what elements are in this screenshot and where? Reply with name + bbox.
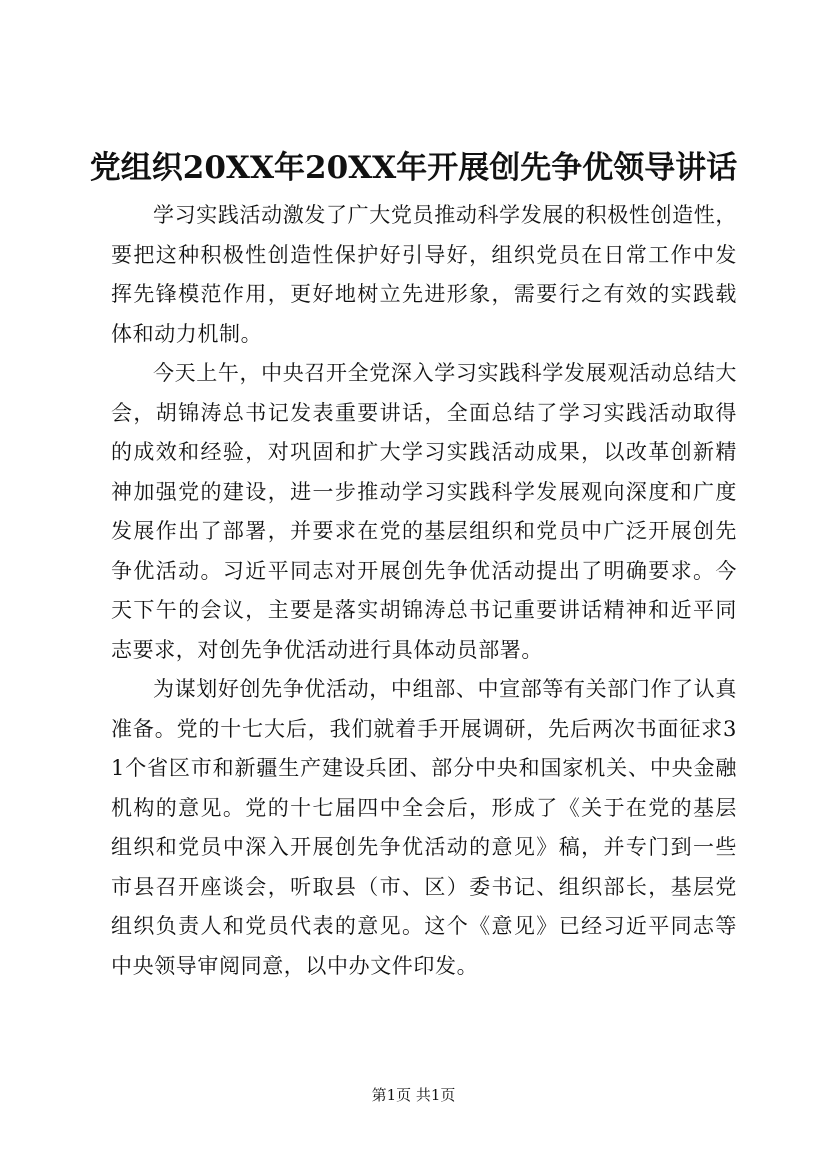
paragraph-1: 学习实践活动激发了广大党员推动科学发展的积极性创造性，要把这种积极性创造性保护好引导好，组织党员在日常工作中发挥先锋模范作用，更好地树立先进形象，需要行之有效的实践载体和动力机制。 (111, 203, 737, 346)
page-number-footer: 第1页 共1页 (371, 1086, 456, 1104)
document-body (111, 196, 737, 986)
document-title: 党组织20XX年20XX年开展创先争优领导讲话 (89, 150, 738, 186)
paragraph-3: 为谋划好创先争优活动，中组部、中宣部等有关部门作了认真准备。党的十七大后，我们就着手开展调研，先后两次书面征求31个省区市和新疆生产建设兵团、部分中央和国家机关、中央金融机构的意见。党的十七届四中全会后，形成了《关于在党的基层组织和党员中深入开展创先争优活动的意见》稿，并专门到一些市县召开座谈会，听取县（市、区）委书记、组织部长，基层党组织负责人和党员代表的意见。这个《意见》已经习近平同志等中央领导审阅同意，以中办文件印发。 (111, 677, 737, 978)
paragraph-2: 今天上午，中央召开全党深入学习实践科学发展观活动总结大会，胡锦涛总书记发表重要讲话，全面总结了学习实践活动取得的成效和经验，对巩固和扩大学习实践活动成果，以改革创新精神加强党的建设，进一步推动学习实践科学发展观向深度和广度发展作出了部署，并要求在党的基层组织和党员中广泛开展创先争优活动。习近平同志对开展创先争优活动提出了明确要求。今天下午的会议，主要是落实胡锦涛总书记重要讲话精神和近平同志要求，对创先争优活动进行具体动员部署。 (111, 361, 737, 662)
